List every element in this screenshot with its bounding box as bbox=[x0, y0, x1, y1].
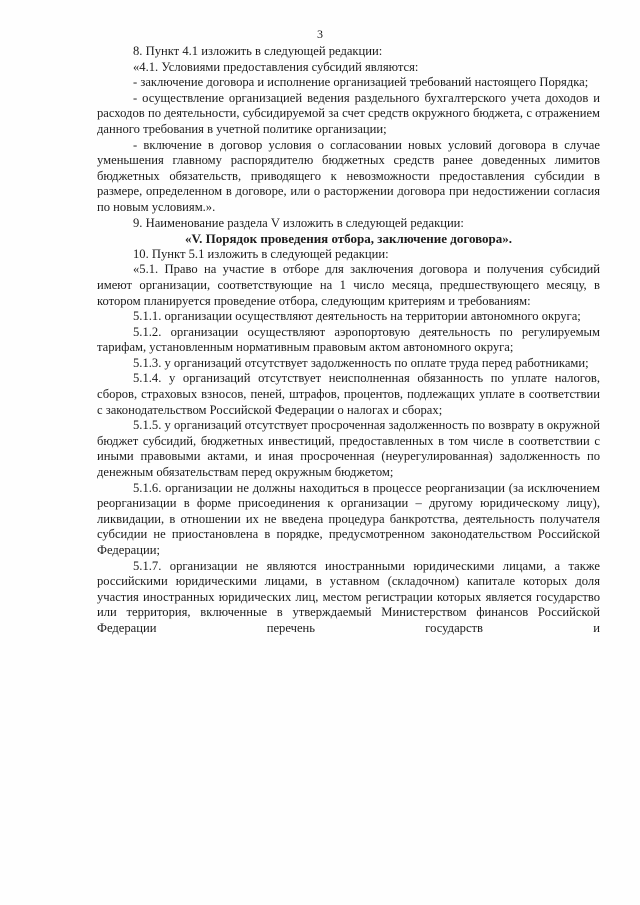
paragraph: 5.1.5. у организаций отсутствует просроченная задолженность по возврату в окружной бюджет субсидий, бюджетных инвестиций, предоставленных в том числе в соответствии с иными правовыми актами, и иная просроченная (неурегулированная) задолженность по денежным обязательствам перед окружным бюджетом; bbox=[97, 418, 600, 480]
paragraph: 5.1.3. у организаций отсутствует задолженность по оплате труда перед работниками; bbox=[133, 355, 589, 370]
paragraph: 9. Наименование раздела V изложить в следующей редакции: bbox=[133, 215, 464, 230]
paragraph: 5.1.1. организации осуществляют деятельность на территории автономного округа; bbox=[133, 309, 581, 324]
paragraph: 5.1.6. организации не должны находиться в процессе реорганизации (за исключением реорганизации в форме присоединения к организации – другому юридическому лицу), ликвидации, в отношении их не введена процедура банкротства, деятельность получателя субсидии не приостановлена в порядке, предусмотренном законодательством Российской Федерации; bbox=[97, 480, 600, 557]
paragraph: 5.1.2. организации осуществляют аэропортовую деятельность по регулируемым тарифам, установленным нормативным правовым актом автономного округа; bbox=[97, 324, 600, 355]
page-number: 3 bbox=[317, 27, 323, 41]
paragraph: 10. Пункт 5.1 изложить в следующей редакции: bbox=[133, 246, 389, 261]
section-heading: «V. Порядок проведения отбора, заключение договора». bbox=[184, 231, 513, 247]
document-body bbox=[97, 44, 600, 637]
paragraph: 5.1.7. организации не являются иностранными юридическими лицами, а также российскими юридическими лицами, в уставном (складочном) капитале которых доля участия иностранных юридических лиц, местом регистрации которых является государство или территория, включенные в утверждаемый Министерством финансов Российской Федерации перечень государств и bbox=[97, 558, 600, 635]
paragraph: «5.1. Право на участие в отборе для заключения договора и получения субсидий имеют организации, соответствующие на 1 число месяца, предшествующего месяцу, в котором планируется проведение отбора, следующим критериям и требованиям: bbox=[97, 262, 600, 308]
paragraph: - осуществление организацией ведения раздельного бухгалтерского учета доходов и расходов по деятельности, субсидируемой за счет средств окружного бюджета, с отражением данного требования в учетной политике организации; bbox=[97, 90, 600, 136]
paragraph: 5.1.4. у организаций отсутствует неисполненная обязанность по уплате налогов, сборов, страховых взносов, пеней, штрафов, процентов, подлежащих уплате в соответствии с законодательством Российской Федерации о налогах и сборах; bbox=[97, 371, 600, 417]
paragraph: - заключение договора и исполнение организацией требований настоящего Порядка; bbox=[133, 75, 589, 90]
paragraph: 8. Пункт 4.1 изложить в следующей редакции: bbox=[133, 44, 383, 58]
paragraph: - включение в договор условия о согласовании новых условий договора в случае уменьшения главному распорядителю бюджетных средств ранее доведенных лимитов бюджетных обязательств, приводящего к невозможности предоставления субсидии в размере, определенном в договоре, или о расторжении договора при недостижении согласия по новым условиям.». bbox=[97, 137, 600, 214]
paragraph: «4.1. Условиями предоставления субсидий являются: bbox=[133, 59, 419, 74]
